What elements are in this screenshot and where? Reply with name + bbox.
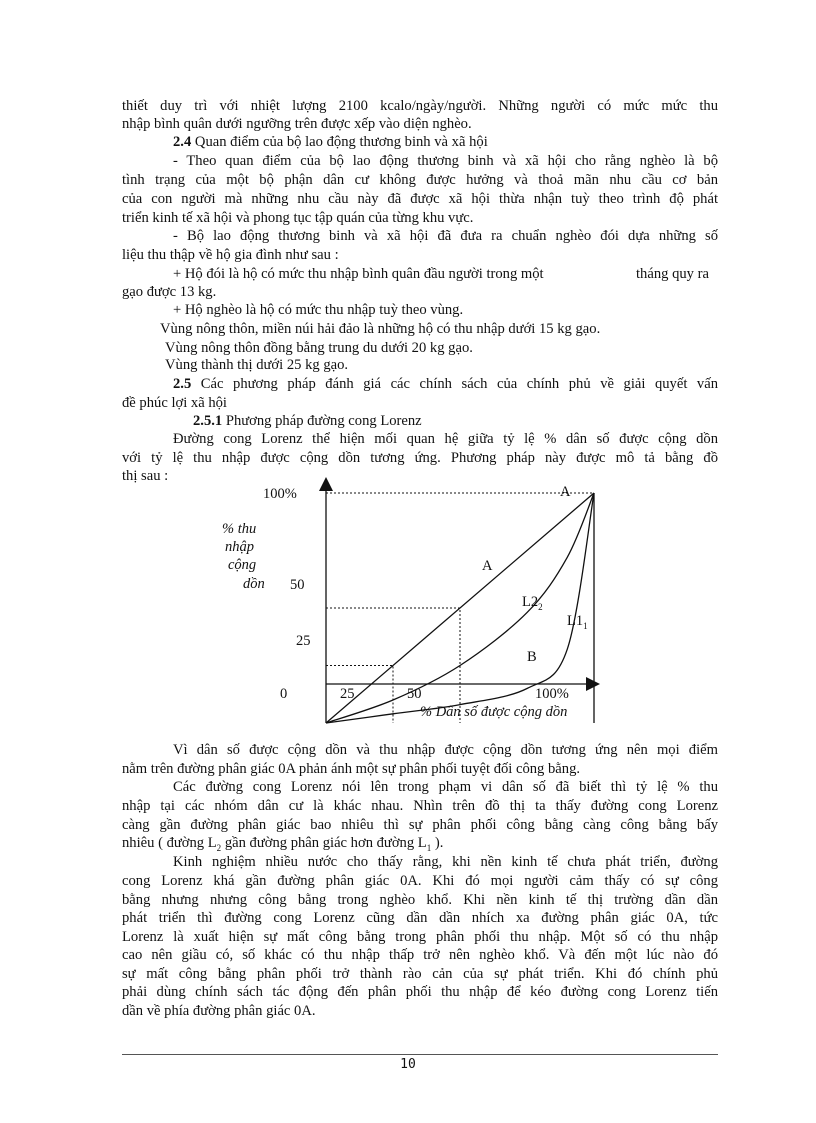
x-tick-label: 25: [340, 686, 355, 702]
body-line: tình trạng của một bộ phận dân cư không được hưởng và thoả mãn nhu cầu cơ bản: [122, 172, 718, 188]
list-item-poor: + Hộ nghèo là hộ có mức thu nhập tuỳ theo vùng.: [173, 302, 464, 318]
y-axis-label-line: dồn: [243, 576, 265, 592]
section-title: Phương pháp đường cong Lorenz: [222, 413, 422, 429]
x-axis-label: % Dân số được cộng dồn: [420, 704, 568, 720]
body-line: Vì dân số được cộng dồn và thu nhập được cộng dồn tương ứng nên mọi điểm: [173, 742, 718, 758]
body-line: thị sau :: [122, 468, 169, 484]
region-line: Vùng thành thị dưới 25 kg gạo.: [165, 357, 349, 373]
y-axis-label-line: cộng: [228, 557, 257, 573]
body-line: nhập bình quân dưới ngưỡng trên được xếp vào diện nghèo.: [122, 116, 472, 132]
curve-label-l1-base: L1: [567, 613, 584, 629]
list-item-hungry: + Hộ đói là hộ có mức thu nhập bình quân đầu người trong một: [173, 266, 544, 282]
body-line: thiết duy trì với nhiệt lượng 2100 kcalo/ngày/người. Những người có mức mức thu: [122, 98, 718, 114]
y-tick-label: 50: [290, 577, 305, 593]
section-title: Các phương pháp đánh giá các chính sách của chính phủ về giải quyết vấn: [191, 376, 718, 392]
body-line: của con người mà những nhu cầu này đã được xã hội thừa nhận tuỳ theo trình độ phát: [122, 191, 718, 207]
body-line: phải dùng chính sách tác động đến phân phối thu nhập để kéo đường cong Lorenz tiến: [122, 984, 718, 1000]
section-title: Quan điểm của bộ lao động thương binh và xã hội: [191, 134, 488, 150]
y-tick-label: 25: [296, 633, 311, 649]
region-line: Vùng nông thôn đồng bằng trung du dưới 20 kg gạo.: [165, 340, 473, 356]
subscript: 1: [583, 620, 588, 631]
x-tick-label: 100%: [535, 686, 569, 702]
body-line: với tỷ lệ thu nhập được cộng dồn tương ứng. Phương pháp này được mô tả bằng đồ: [122, 450, 718, 466]
y-axis-label-line: nhập: [225, 539, 254, 555]
section-number: 2.5: [173, 376, 192, 392]
body-line: triển kinh tế xã hội và phong tục tập quán của từng khu vực.: [122, 210, 474, 226]
subscript: 1: [426, 842, 432, 853]
section-number: 2.4: [173, 134, 192, 150]
curve-label-l2-base: L2: [522, 594, 539, 610]
subscript: 2: [538, 601, 543, 612]
curve-label-l2: [522, 594, 543, 612]
body-line: - Bộ lao động thương binh và xã hội đã đưa ra chuẩn nghèo đói dựa những số: [173, 228, 718, 244]
body-line: sự mất công bằng phân phối trở thành rào cản của sự phát triển. Khi đó chính phủ: [122, 966, 718, 982]
body-line: Kinh nghiệm nhiều nước cho thấy rằng, khi nền kinh tế chưa phát triển, đường: [173, 854, 718, 870]
text-run: nhiêu ( đường L: [122, 835, 217, 851]
body-line: liệu thu thập về hộ gia đình như sau :: [122, 247, 339, 263]
body-line: Các đường cong Lorenz nói lên trong phạm vi dân số đã biết thì tỷ lệ % thu: [173, 779, 718, 795]
region-line: Vùng nông thôn, miền núi hải đảo là những hộ có thu nhập dưới 15 kg gạo.: [160, 321, 601, 337]
body-line: bằng nhưng nhưng công bằng trong nghèo khổ. Khi nền kinh tế thị trường dần dần: [122, 892, 718, 908]
y-tick-label: 0: [280, 686, 288, 702]
body-line: Đường cong Lorenz thể hiện mối quan hệ giữa tỷ lệ % dân số được cộng dồn: [173, 431, 718, 447]
text-run: ).: [431, 835, 444, 851]
section-number: 2.5.1: [193, 413, 223, 429]
point-label-b: B: [527, 649, 537, 665]
body-line: nằm trên đường phân giác 0A phản ánh một sự phân phối tuyệt đối công bằng.: [122, 761, 581, 777]
list-item-hungry-tail: tháng quy ra: [636, 266, 709, 282]
page-number: 10: [400, 1057, 416, 1072]
point-label-a-diagonal: A: [482, 558, 493, 574]
curve-label-l1: [567, 613, 588, 631]
section-title-cont: đề phúc lợi xã hội: [122, 395, 227, 411]
body-line: gạo được 13 kg.: [122, 284, 217, 300]
body-line: Lorenz là xuất hiện sự mất công bằng trong phân phối thu nhập. Một số có thu nhập: [122, 929, 718, 945]
body-line: cong Lorenz khá gần đường phân giác 0A. Khi đó mọi người cảm thấy có sự công: [122, 873, 718, 889]
y-tick-label: 100%: [263, 486, 297, 502]
x-tick-label: 50: [407, 686, 422, 702]
subscript: 2: [216, 842, 222, 853]
text-run: gần đường phân giác hơn đường L: [221, 835, 427, 851]
point-label-a-top: A: [560, 484, 571, 500]
body-line: dần về phía đường phân giác 0A.: [122, 1003, 316, 1019]
y-axis-arrow: [319, 477, 333, 491]
body-line: nhập tại các nhóm dân cư là khác nhau. Nhìn trên đồ thị ta thấy đường cong Lorenz: [122, 798, 718, 814]
x-axis-arrow: [586, 677, 600, 691]
body-line: - Theo quan điểm của bộ lao động thương binh và xã hội cho rằng nghèo là bộ: [173, 153, 718, 169]
footer-rule: [122, 1054, 718, 1055]
body-line: càng gần đường phân giác bao nhiêu thì sự phân phối công bằng càng công bằng bấy: [122, 817, 718, 833]
body-line: phát triển thì đường cong Lorenz cũng dần dần nhích xa đường phân giác 0A, tức: [122, 910, 718, 926]
body-line: cao nên giầu có, số khác có thu nhập thấp trở nên nghèo khổ. Và đến một lúc nào đó: [122, 947, 718, 963]
y-axis-label-line: % thu: [222, 521, 257, 537]
